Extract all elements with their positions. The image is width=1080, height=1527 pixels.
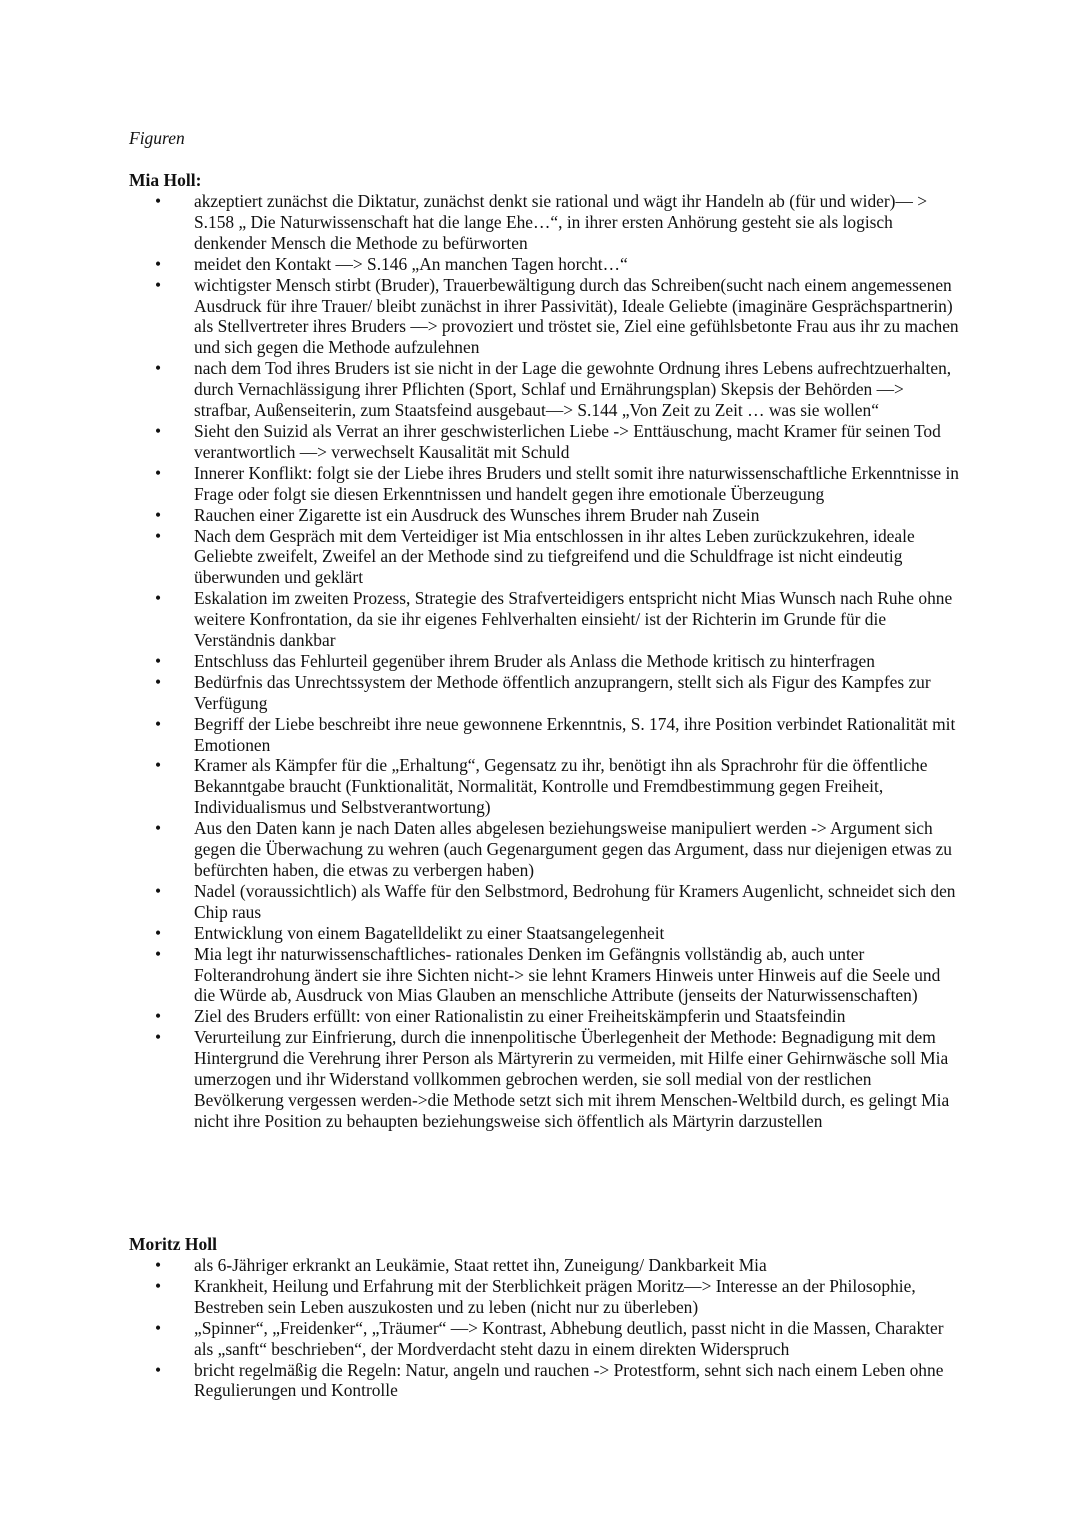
list-item: • akzeptiert zunächst die Diktatur, zunächst denkt sie rational und wägt ihr Handeln ab (für und wider)— > S.158 „ Die Naturwissenschaft hat die lange Ehe…“, in ihrer ersten Anhörung gesteht sie als logisch denkender Mensch die Methode zu befürworten — [129, 191, 959, 254]
section-mia-holl — [129, 170, 959, 1132]
list-item: • bricht regelmäßig die Regeln: Natur, angeln und rauchen -> Protestform, sehnt sich nach einem Leben ohne Regulierungen und Kontrolle — [129, 1360, 959, 1402]
list-item: • Rauchen einer Zigarette ist ein Ausdruck des Wunsches ihrem Bruder nah Zusein — [129, 505, 959, 526]
bullet-list — [129, 191, 959, 1132]
list-item: • Krankheit, Heilung und Erfahrung mit der Sterblichkeit prägen Moritz—> Interesse an der Philosophie, Bestreben sein Leben auszukosten und zu leben (nicht nur zu überleben) — [129, 1276, 959, 1318]
list-item: • Ziel des Bruders erfüllt: von einer Rationalistin zu einer Freiheitskämpferin und Staatsfeindin — [129, 1006, 959, 1027]
bullet-list — [129, 1255, 959, 1401]
list-item: • Eskalation im zweiten Prozess, Strategie des Strafverteidigers entspricht nicht Mias Wunsch nach Ruhe ohne weitere Konfrontation, da sie ihr eigenes Fehlverhalten einsieht/ ist der Richterin im Grunde für die Verständnis dankbar — [129, 588, 959, 651]
section-moritz-holl — [129, 1234, 959, 1401]
list-item: • Verurteilung zur Einfrierung, durch die innenpolitische Überlegenheit der Methode: Begnadigung mit dem Hintergrund die Verehrung ihrer Person als Märtyrerin zu vermeiden, mit Hilfe einer Gehirnwäsche soll Mia umerzogen und ihr Widerstand vollkommen gebrochen werden, sie soll medial von der restlichen Bevölkerung vergessen werden->die Methode setzt sich mit ihrem Menschen-Weltbild durch, es gelingt Mia nicht ihre Position zu behaupten beziehungsweise sich öffentlich als Märtyrin darzustellen — [129, 1027, 959, 1132]
page-title: Figuren — [129, 128, 185, 148]
list-item: • Innerer Konflikt: folgt sie der Liebe ihres Bruders und stellt somit ihre naturwissenschaftliche Erkenntnisse in Frage oder folgt sie diesen Erkenntnissen und handelt gegen ihre emotionale Überzeugung — [129, 463, 959, 505]
list-item: • „Spinner“, „Freidenker“, „Träumer“ —> Kontrast, Abhebung deutlich, passt nicht in die Massen, Charakter als „sanft“ beschrieben“, der Mordverdacht steht dazu in einem direkten Widerspruch — [129, 1318, 959, 1360]
list-item: • Entschluss das Fehlurteil gegenüber ihrem Bruder als Anlass die Methode kritisch zu hinterfragen — [129, 651, 959, 672]
list-item: • meidet den Kontakt —> S.146 „An manchen Tagen horcht…“ — [129, 254, 959, 275]
list-item: • Nadel (voraussichtlich) als Waffe für den Selbstmord, Bedrohung für Kramers Augenlicht, schneidet sich den Chip raus — [129, 881, 959, 923]
list-item: • Entwicklung von einem Bagatelldelikt zu einer Staatsangelegenheit — [129, 923, 959, 944]
list-item: • Nach dem Gespräch mit dem Verteidiger ist Mia entschlossen in ihr altes Leben zurückzukehren, ideale Geliebte zweifelt, Zweifel an der Methode sind zu tiefgreifend und die Schuldfrage ist nicht eindeutig überwunden und geklärt — [129, 526, 959, 589]
list-item: • Kramer als Kämpfer für die „Erhaltung“, Gegensatz zu ihr, benötigt ihn als Sprachrohr für die öffentliche Bekanntgabe braucht (Funktionalität, Normalität, Kontrolle und Fremdbestimmung gegen Freiheit, Individualismus und Selbstverantwortung) — [129, 755, 959, 818]
list-item: • wichtigster Mensch stirbt (Bruder), Trauerbewältigung durch das Schreiben(sucht nach einem angemessenen Ausdruck für ihre Trauer/ bleibt zunächst in ihrer Passivität), Ideale Geliebte (imaginäre Gesprächspartnerin) als Stellvertreter ihres Bruders —> provoziert und tröstet sie, Ziel eine gefühlsbetonte Frau aus ihr zu machen und sich gegen die Methode aufzulehnen — [129, 275, 959, 359]
section-title: Moritz Holl — [129, 1234, 217, 1254]
section-title: Mia Holl: — [129, 170, 202, 190]
list-item: • Aus den Daten kann je nach Daten alles abgelesen beziehungsweise manipuliert werden -> Argument sich gegen die Überwachung zu wehren (auch Gegenargument gegen das Argument, dass nur diejenigen etwas zu befürchten haben, die etwas zu verbergen haben) — [129, 818, 959, 881]
list-item: • Begriff der Liebe beschreibt ihre neue gewonnene Erkenntnis, S. 174, ihre Position verbindet Rationalität mit Emotionen — [129, 714, 959, 756]
list-item: • als 6-Jähriger erkrankt an Leukämie, Staat rettet ihn, Zuneigung/ Dankbarkeit Mia — [129, 1255, 959, 1276]
list-item: • nach dem Tod ihres Bruders ist sie nicht in der Lage die gewohnte Ordnung ihres Lebens aufrechtzuerhalten, durch Vernachlässigung ihrer Pflichten (Sport, Schlaf und Ernährungsplan) Skepsis der Behörden —> strafbar, Außenseiterin, zum Staatsfeind ausgebaut—> S.144 „Von Zeit zu Zeit … was sie wollen“ — [129, 358, 959, 421]
list-item: • Bedürfnis das Unrechtssystem der Methode öffentlich anzuprangern, stellt sich als Figur des Kampfes zur Verfügung — [129, 672, 959, 714]
list-item: • Mia legt ihr naturwissenschaftliches- rationales Denken im Gefängnis vollständig ab, auch unter Folterandrohung ändert sie ihre Sichten nicht-> sie lehnt Kramers Hinweis unter Hinweis auf die Seele und die Würde ab, Ausdruck von Mias Glauben an menschliche Attribute (jenseits der Naturwissenschaften) — [129, 944, 959, 1007]
list-item: • Sieht den Suizid als Verrat an ihrer geschwisterlichen Liebe -> Enttäuschung, macht Kramer für seinen Tod verantwortlich —> verwechselt Kausalität mit Schuld — [129, 421, 959, 463]
